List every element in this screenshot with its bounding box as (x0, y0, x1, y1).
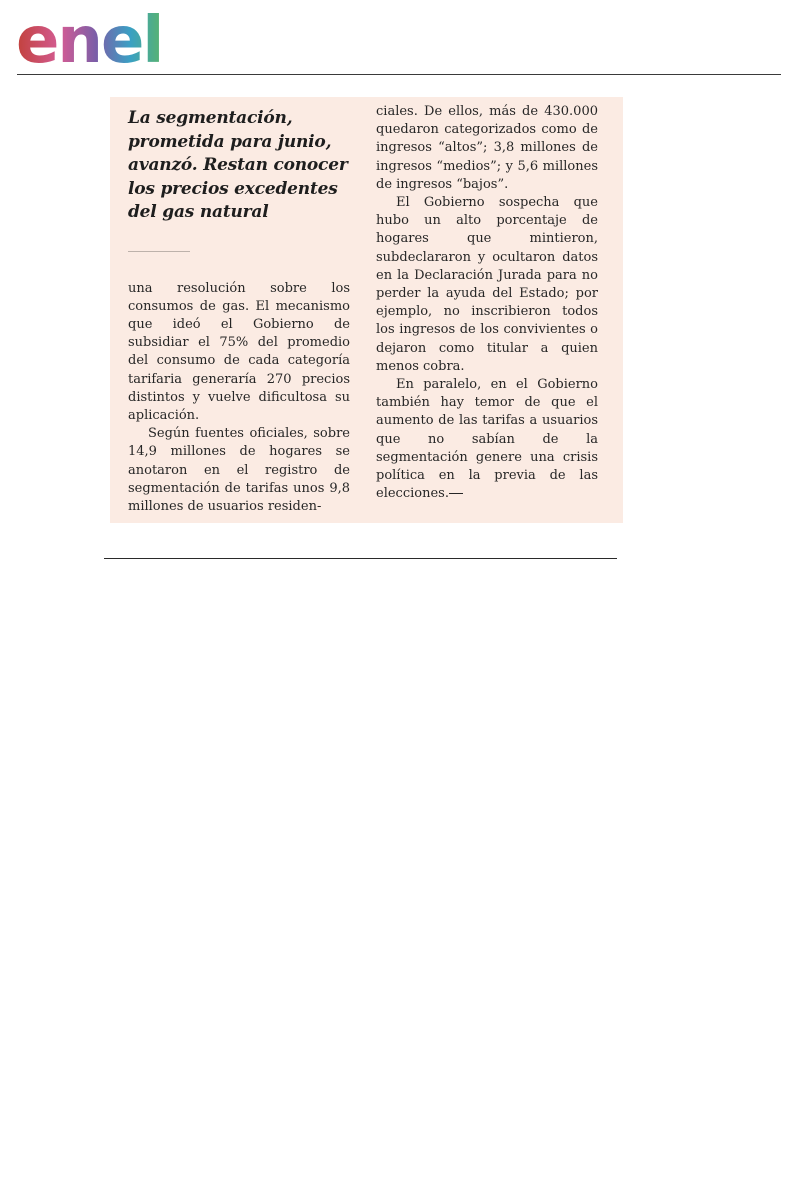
article-column-left (128, 97, 350, 516)
page-header (0, 0, 800, 80)
headline-divider (128, 251, 190, 252)
paragraph-last (376, 376, 598, 503)
paragraph-text: En paralelo, en el Gobierno también hay temor de que el aumento de las tarifas a usuarios que no sabían de la segmentación genere una crisis política en la previa de las elecciones. (376, 377, 598, 502)
paragraph: Según fuentes oficiales, sobre 14,9 millones de hogares se anotaron en el registro de segmentación de tarifas unos 9,8 millones de usuarios residen- (128, 426, 350, 514)
article-column-right (376, 97, 598, 503)
paragraph: El Gobierno sospecha que hubo un alto porcentaje de hogares que mintieron, subdeclararon y ocultaron datos en la Declaración Jurada para no perder la ayuda del Estado; por ejemplo, no inscribieron todos los ingresos de los convivientes o dejaron como titular a quien menos cobra. (376, 195, 598, 374)
clipping-bottom-divider (104, 558, 617, 559)
end-of-article-mark (449, 493, 463, 494)
article-headline: La segmentación, prometida para junio, avanzó. Restan conocer los precios excedentes del gas natural (128, 108, 348, 222)
logo-text: enel (16, 8, 163, 68)
header-divider (17, 74, 781, 75)
paragraph: una resolución sobre los consumos de gas. El mecanismo que ideó el Gobierno de subsidiar el 75% del promedio del consumo de cada categoría tarifaria generaría 270 precios distintos y vuelve dificultosa su aplicación. (128, 280, 350, 423)
article-clipping (110, 97, 623, 523)
enel-logo (16, 8, 172, 68)
paragraph: ciales. De ellos, más de 430.000 quedaron categorizados como de ingresos “altos”; 3,8 millones de ingresos “medios”; y 5,6 millones de ingresos “bajos”. (376, 104, 598, 192)
